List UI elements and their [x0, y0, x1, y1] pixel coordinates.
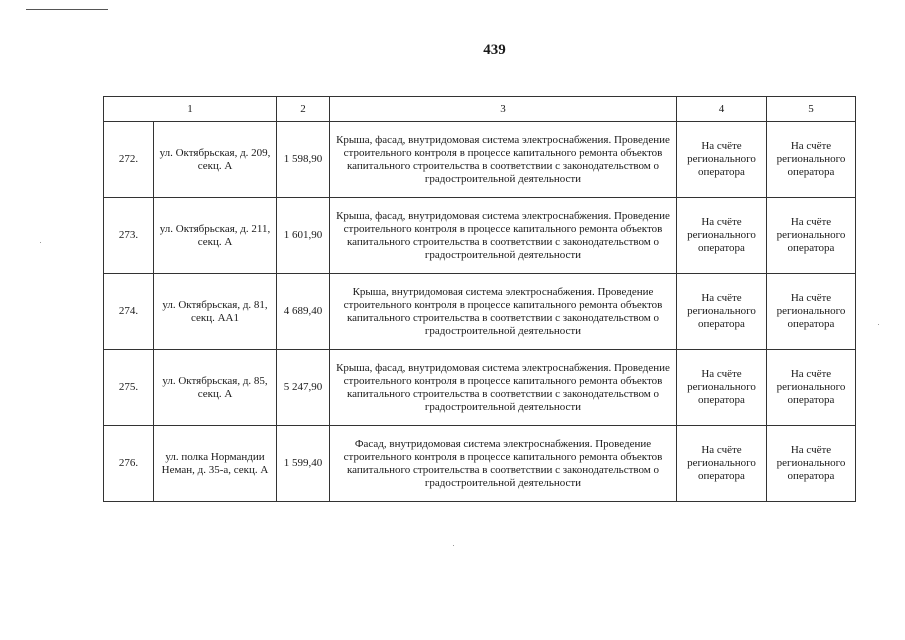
- row-number: 276.: [104, 426, 154, 502]
- amount-cell: 1 598,90: [277, 122, 330, 198]
- address-cell: ул. полка Нормандии Неман, д. 35-а, секц. А: [154, 426, 277, 502]
- works-cell: Крыша, фасад, внутридомовая система электроснабжения. Проведение строительного контроля в процессе капитального ремонта объектов капитального строительства в соответствии с законодательством о градостроительной деятельности: [330, 122, 677, 198]
- account-cell-4: На счёте регионального оператора: [677, 426, 767, 502]
- works-cell: Фасад, внутридомовая система электроснабжения. Проведение строительного контроля в процессе капитального ремонта объектов капитального строительства в соответствии с законодательством о градостроительной деятельности: [330, 426, 677, 502]
- account-cell-5: На счёте регионального оператора: [767, 274, 856, 350]
- works-cell: Крыша, фасад, внутридомовая система электроснабжения. Проведение строительного контроля в процессе капитального ремонта объектов капитального строительства в соответствии с законодательством о градостроительной деятельности: [330, 350, 677, 426]
- account-cell-4: На счёте регионального оператора: [677, 274, 767, 350]
- account-cell-5: На счёте регионального оператора: [767, 426, 856, 502]
- column-header-5: 5: [767, 97, 856, 122]
- works-cell: Крыша, фасад, внутридомовая система электроснабжения. Проведение строительного контроля в процессе капитального ремонта объектов капитального строительства в соответствии с законодательством о градостроительной деятельности: [330, 198, 677, 274]
- amount-cell: 1 599,40: [277, 426, 330, 502]
- column-header-4: 4: [677, 97, 767, 122]
- column-header-3: 3: [330, 97, 677, 122]
- account-cell-5: На счёте регионального оператора: [767, 198, 856, 274]
- table-header-row: [104, 97, 856, 122]
- table-row: [104, 426, 856, 502]
- table-row: [104, 350, 856, 426]
- account-cell-4: На счёте регионального оператора: [677, 350, 767, 426]
- address-cell: ул. Октябрьская, д. 209, секц. А: [154, 122, 277, 198]
- row-number: 273.: [104, 198, 154, 274]
- table-row: [104, 198, 856, 274]
- amount-cell: 5 247,90: [277, 350, 330, 426]
- account-cell-5: На счёте регионального оператора: [767, 350, 856, 426]
- works-cell: Крыша, внутридомовая система электроснабжения. Проведение строительного контроля в процессе капитального ремонта объектов капитального строительства в соответствии с законодательством о градостроительной деятельности: [330, 274, 677, 350]
- scan-edge-line: [26, 9, 108, 10]
- scan-speck: [40, 242, 41, 243]
- table-row: [104, 274, 856, 350]
- amount-cell: 1 601,90: [277, 198, 330, 274]
- column-header-2: 2: [277, 97, 330, 122]
- column-header-1: 1: [104, 97, 277, 122]
- row-number: 272.: [104, 122, 154, 198]
- account-cell-5: На счёте регионального оператора: [767, 122, 856, 198]
- account-cell-4: На счёте регионального оператора: [677, 122, 767, 198]
- address-cell: ул. Октябрьская, д. 85, секц. А: [154, 350, 277, 426]
- document-table: [103, 96, 856, 502]
- row-number: 274.: [104, 274, 154, 350]
- row-number: 275.: [104, 350, 154, 426]
- scan-speck: [453, 545, 454, 546]
- page-number: 439: [483, 42, 506, 58]
- account-cell-4: На счёте регионального оператора: [677, 198, 767, 274]
- table-row: [104, 122, 856, 198]
- address-cell: ул. Октябрьская, д. 81, секц. АА1: [154, 274, 277, 350]
- amount-cell: 4 689,40: [277, 274, 330, 350]
- scan-speck: [878, 324, 879, 325]
- address-cell: ул. Октябрьская, д. 211, секц. А: [154, 198, 277, 274]
